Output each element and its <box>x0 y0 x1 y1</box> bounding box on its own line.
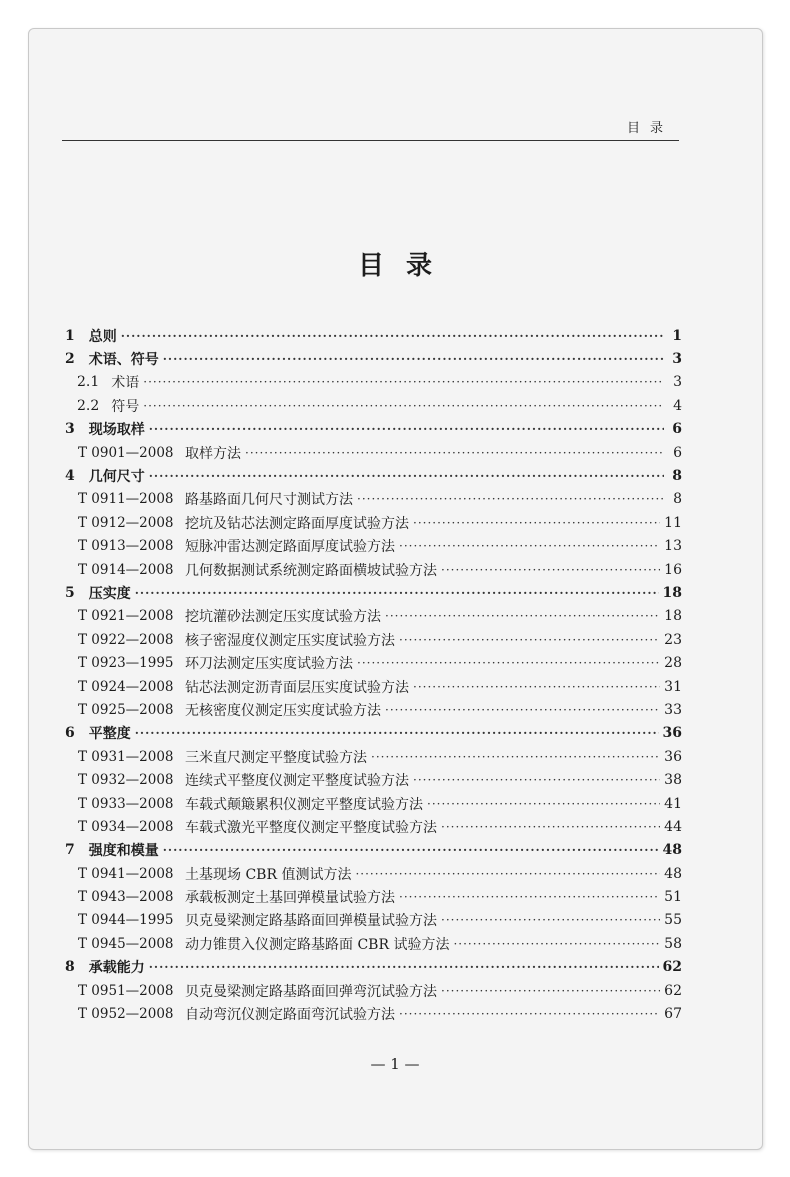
dot-leader <box>399 633 660 647</box>
toc-entry-code: T 0944—1995 <box>78 912 174 929</box>
toc-page-number: 1 <box>672 327 682 344</box>
toc-chapter-number: 6 <box>65 725 75 742</box>
page-number: — 1 — <box>370 1055 420 1073</box>
toc-entry-code: T 0912—2008 <box>78 514 174 531</box>
dot-leader <box>441 984 660 998</box>
toc-page-number: 4 <box>673 397 682 414</box>
toc-entry <box>65 909 682 932</box>
dot-leader <box>441 820 660 834</box>
toc-page-number: 11 <box>664 514 682 531</box>
toc-chapter <box>65 418 682 441</box>
toc-page-number: 13 <box>664 538 682 555</box>
toc-entry-title: 几何数据测试系统测定路面横坡试验方法 <box>185 562 437 579</box>
running-header <box>62 118 679 141</box>
toc-entry <box>65 651 682 674</box>
dot-leader <box>413 516 660 530</box>
toc-page-number: 18 <box>662 584 682 601</box>
toc-entry-title: 三米直尺测定平整度试验方法 <box>185 749 367 766</box>
dot-leader <box>121 329 664 343</box>
toc-entry <box>65 698 682 721</box>
toc-chapter <box>65 956 682 979</box>
dot-leader <box>149 469 664 483</box>
toc-entry-title: 挖坑灌砂法测定压实度试验方法 <box>185 609 381 626</box>
toc-page-number: 3 <box>673 374 682 391</box>
dot-leader <box>143 375 664 389</box>
toc-entry <box>65 932 682 955</box>
toc-chapter <box>65 839 682 862</box>
toc-page-number: 62 <box>664 982 682 999</box>
toc-section <box>65 371 682 394</box>
dot-leader <box>413 773 660 787</box>
toc-chapter-title: 术语、符号 <box>88 352 159 369</box>
toc-entry-code: T 0933—2008 <box>78 795 174 812</box>
toc-entry-code: T 0901—2008 <box>78 444 174 461</box>
toc-page-number: 3 <box>672 351 682 368</box>
toc-entry <box>65 792 682 815</box>
toc-chapter <box>65 347 682 370</box>
dot-leader <box>245 446 664 460</box>
toc-chapter-number: 5 <box>65 584 75 601</box>
toc-chapter-number: 8 <box>65 959 75 976</box>
toc-chapter <box>65 324 682 347</box>
toc-entry-code: T 0934—2008 <box>78 818 174 835</box>
table-of-contents <box>65 324 682 1026</box>
toc-page-number: 55 <box>664 912 682 929</box>
toc-title: 目录 <box>357 251 454 281</box>
toc-entry-title: 挖坑及钻芯法测定路面厚度试验方法 <box>185 515 409 532</box>
toc-entry-title: 动力锥贯入仪测定路基路面 CBR 试验方法 <box>185 936 450 953</box>
dot-leader <box>149 422 664 436</box>
toc-chapter-title: 现场取样 <box>88 422 145 439</box>
toc-entry-title: 土基现场 CBR 值测试方法 <box>185 866 352 883</box>
toc-page-number: 36 <box>662 725 682 742</box>
toc-page-number: 48 <box>662 842 682 859</box>
toc-entry-title: 环刀法测定压实度试验方法 <box>185 656 353 673</box>
toc-page-number: 6 <box>672 421 682 438</box>
toc-page-number: 44 <box>664 818 682 835</box>
toc-section-number: 2.2 <box>77 397 100 414</box>
dot-leader <box>385 609 660 623</box>
toc-page-number: 41 <box>664 795 682 812</box>
toc-page-number: 33 <box>664 701 682 718</box>
toc-chapter-title: 几何尺寸 <box>88 469 145 486</box>
toc-entry <box>65 1002 682 1025</box>
toc-entry-title: 取样方法 <box>185 445 241 462</box>
toc-entry-code: T 0951—2008 <box>78 982 174 999</box>
toc-chapter-title: 平整度 <box>88 726 131 743</box>
toc-page-number: 31 <box>664 678 682 695</box>
toc-page-number: 6 <box>673 444 682 461</box>
toc-entry <box>65 862 682 885</box>
toc-chapter <box>65 464 682 487</box>
toc-entry <box>65 628 682 651</box>
toc-chapter <box>65 581 682 604</box>
dot-leader <box>399 1007 660 1021</box>
toc-entry <box>65 768 682 791</box>
toc-chapter-title: 总则 <box>88 328 117 345</box>
toc-chapter-number: 7 <box>65 842 75 859</box>
toc-entry-title: 无核密度仪测定压实度试验方法 <box>185 702 381 719</box>
toc-entry-title: 贝克曼梁测定路基路面回弹弯沉试验方法 <box>185 983 437 1000</box>
toc-page-number: 23 <box>664 631 682 648</box>
toc-page-number: 62 <box>662 959 682 976</box>
toc-entry-code: T 0911—2008 <box>78 491 174 508</box>
toc-entry-title: 路基路面几何尺寸测试方法 <box>185 492 353 509</box>
toc-entry <box>65 675 682 698</box>
dot-leader <box>357 492 664 506</box>
toc-entry-title: 贝克曼梁测定路基路面回弹模量试验方法 <box>185 913 437 930</box>
toc-page-number: 38 <box>664 772 682 789</box>
toc-entry-code: T 0952—2008 <box>78 1006 174 1023</box>
toc-chapter-number: 2 <box>65 351 75 368</box>
toc-entry <box>65 488 682 511</box>
toc-entry-code: T 0913—2008 <box>78 538 174 555</box>
toc-entry-code: T 0943—2008 <box>78 889 174 906</box>
toc-page-number: 16 <box>664 561 682 578</box>
toc-entry <box>65 979 682 1002</box>
toc-page-number: 8 <box>673 491 682 508</box>
toc-entry-code: T 0941—2008 <box>78 865 174 882</box>
toc-chapter-number: 3 <box>65 421 75 438</box>
toc-section-title: 术语 <box>111 375 140 392</box>
toc-section-number: 2.1 <box>77 374 100 391</box>
dot-leader <box>385 703 660 717</box>
toc-section <box>65 394 682 417</box>
toc-entry-code: T 0932—2008 <box>78 772 174 789</box>
toc-page-number: 51 <box>664 889 682 906</box>
running-header-text: 目录 <box>626 121 673 136</box>
toc-chapter-title: 压实度 <box>88 585 131 602</box>
toc-entry <box>65 605 682 628</box>
toc-entry-title: 连续式平整度仪测定平整度试验方法 <box>185 773 409 790</box>
toc-page-number: 36 <box>664 748 682 765</box>
toc-entry-title: 短脉冲雷达测定路面厚度试验方法 <box>185 539 395 556</box>
toc-entry-code: T 0925—2008 <box>78 701 174 718</box>
toc-entry-code: T 0923—1995 <box>78 655 174 672</box>
dot-leader <box>143 399 664 413</box>
toc-entry <box>65 885 682 908</box>
toc-chapter <box>65 722 682 745</box>
toc-entry <box>65 511 682 534</box>
toc-entry <box>65 558 682 581</box>
dot-leader <box>149 960 659 974</box>
toc-entry-code: T 0921—2008 <box>78 608 174 625</box>
dot-leader <box>413 680 660 694</box>
dot-leader <box>399 890 660 904</box>
toc-entry-code: T 0931—2008 <box>78 748 174 765</box>
toc-entry-title: 车载式颠簸累积仪测定平整度试验方法 <box>185 796 423 813</box>
toc-entry <box>65 745 682 768</box>
toc-entry-title: 自动弯沉仪测定路面弯沉试验方法 <box>185 1007 395 1024</box>
toc-page-number: 67 <box>664 1006 682 1023</box>
toc-chapter-title: 承载能力 <box>88 960 145 977</box>
toc-section-title: 符号 <box>111 398 140 415</box>
toc-entry-title: 核子密湿度仪测定压实度试验方法 <box>185 632 395 649</box>
toc-page-number: 48 <box>664 865 682 882</box>
toc-entry <box>65 815 682 838</box>
toc-page-number: 58 <box>664 935 682 952</box>
toc-chapter-number: 4 <box>65 468 75 485</box>
dot-leader <box>135 726 659 740</box>
toc-chapter-title: 强度和模量 <box>88 843 159 860</box>
dot-leader <box>371 750 660 764</box>
toc-entry-code: T 0924—2008 <box>78 678 174 695</box>
dot-leader <box>399 539 660 553</box>
toc-entry-code: T 0945—2008 <box>78 935 174 952</box>
toc-entry-title: 承载板测定土基回弹模量试验方法 <box>185 890 395 907</box>
dot-leader <box>135 586 659 600</box>
dot-leader <box>355 867 660 881</box>
toc-entry-code: T 0914—2008 <box>78 561 174 578</box>
dot-leader <box>427 797 660 811</box>
dot-leader <box>441 563 660 577</box>
dot-leader <box>163 843 659 857</box>
dot-leader <box>453 937 660 951</box>
toc-chapter-number: 1 <box>65 327 75 344</box>
toc-page-number: 18 <box>664 608 682 625</box>
toc-entry-title: 车载式激光平整度仪测定平整度试验方法 <box>185 819 437 836</box>
toc-entry <box>65 535 682 558</box>
dot-leader <box>163 352 664 366</box>
toc-entry-code: T 0922—2008 <box>78 631 174 648</box>
toc-page-number: 28 <box>664 655 682 672</box>
dot-leader <box>357 656 660 670</box>
toc-entry-title: 钻芯法测定沥青面层压实度试验方法 <box>185 679 409 696</box>
toc-entry <box>65 441 682 464</box>
dot-leader <box>441 913 660 927</box>
toc-page-number: 8 <box>672 468 682 485</box>
